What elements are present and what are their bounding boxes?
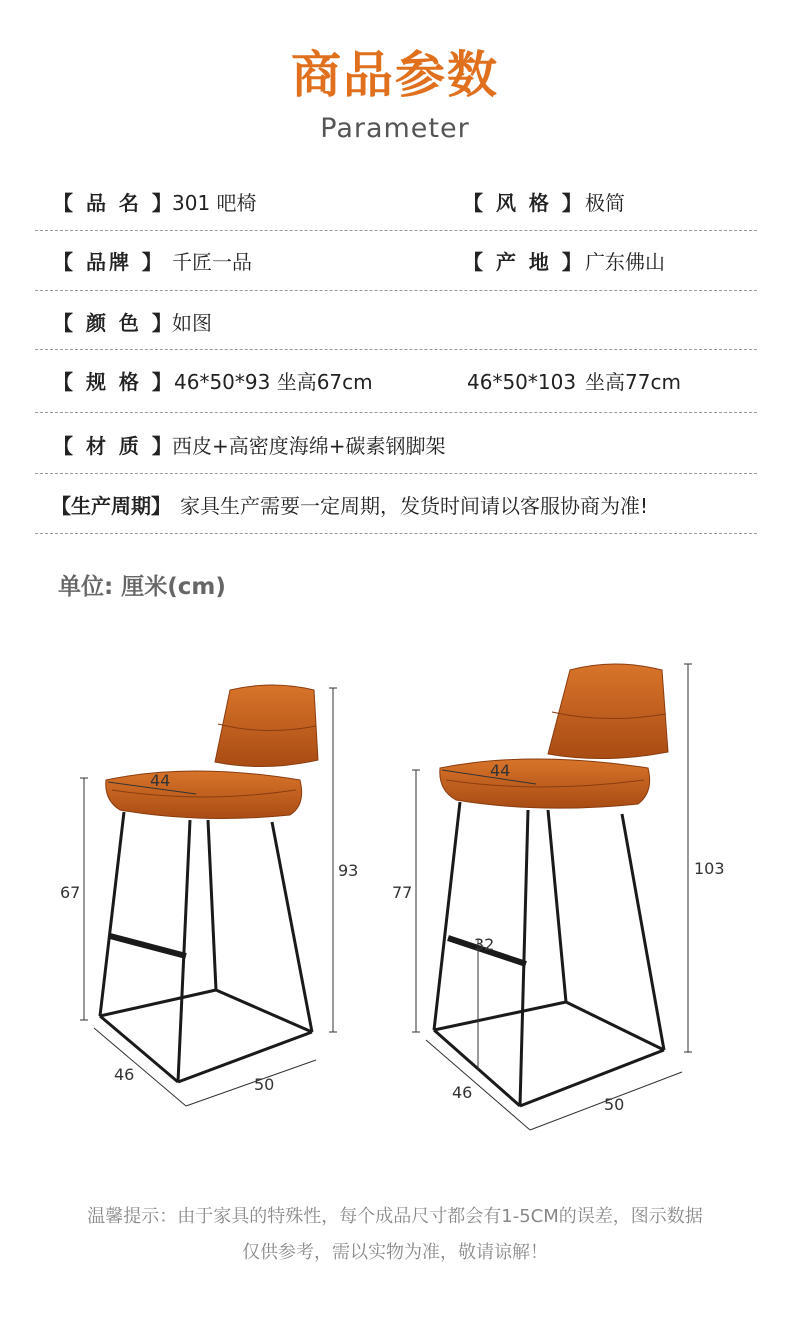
origin-value: 广东佛山 [585, 250, 665, 274]
origin-label: 【 产 地 】 [463, 250, 585, 274]
style-value: 极简 [585, 191, 625, 215]
divider [35, 230, 757, 231]
unit-label: 单位: 厘米(cm) [58, 574, 226, 600]
notice-line-1: 温馨提示：由于家具的特殊性，每个成品尺寸都会有1-5CM的误差，图示数据 [87, 1206, 703, 1227]
notice-line-2: 仅供参考，需以实物为准，敬请谅解！ [242, 1242, 548, 1263]
dim-width-1: 50 [254, 1075, 275, 1094]
spec-label: 【 规 格 】 [53, 370, 175, 394]
divider [35, 412, 757, 413]
chair-2 [392, 664, 725, 1130]
divider [35, 349, 757, 350]
divider [35, 473, 757, 474]
dim-seat-depth-2: 44 [490, 761, 511, 780]
brand-value: 千匠一品 [172, 250, 252, 274]
dim-seat-height-1: 67 [60, 883, 81, 902]
color-value: 如图 [172, 311, 212, 335]
brand-label: 【 品牌 】 [53, 250, 165, 274]
dim-seat-height-2: 77 [392, 883, 413, 902]
param-row-brand [35, 249, 757, 275]
dim-width-2: 50 [604, 1095, 625, 1114]
dim-depth-1: 46 [114, 1065, 135, 1084]
divider [35, 533, 757, 534]
param-row-cycle [35, 493, 757, 519]
name-label: 【 品 名 】 [53, 191, 175, 215]
spec-value-2-size: 46*50*103 [467, 370, 577, 394]
param-row-color [35, 310, 757, 336]
dim-seat-depth-1: 44 [150, 771, 171, 790]
page-title: 商品参数 [291, 46, 499, 104]
dim-footrest-height-2: 32 [474, 935, 495, 954]
dim-total-height-2: 103 [694, 859, 725, 878]
page-subtitle: Parameter [320, 113, 470, 144]
dim-total-height-1: 93 [338, 861, 359, 880]
param-row-material [35, 433, 757, 459]
style-label: 【 风 格 】 [463, 191, 585, 215]
leg-frame [434, 802, 664, 1106]
material-label: 【 材 质 】 [53, 434, 175, 458]
name-value: 301 吧椅 [172, 191, 257, 215]
spec-value-1: 46*50*93 坐高67cm [174, 370, 373, 394]
param-row-spec [35, 369, 757, 395]
spec-value-2-seat: 坐高77cm [585, 370, 681, 394]
dim-depth-2: 46 [452, 1083, 473, 1102]
dimension-diagram [0, 640, 790, 1140]
backrest [548, 664, 668, 759]
material-value: 西皮+高密度海绵+碳素钢脚架 [172, 434, 446, 458]
cycle-value: 家具生产需要一定周期，发货时间请以客服协商为准! [180, 494, 649, 518]
param-row-name [35, 190, 757, 216]
color-label: 【 颜 色 】 [53, 311, 175, 335]
seat-cushion [106, 771, 302, 819]
cycle-label: 【生产周期】 [51, 494, 171, 518]
leg-frame [100, 812, 312, 1082]
backrest [215, 685, 318, 767]
divider [35, 290, 757, 291]
chair-1 [60, 685, 358, 1106]
